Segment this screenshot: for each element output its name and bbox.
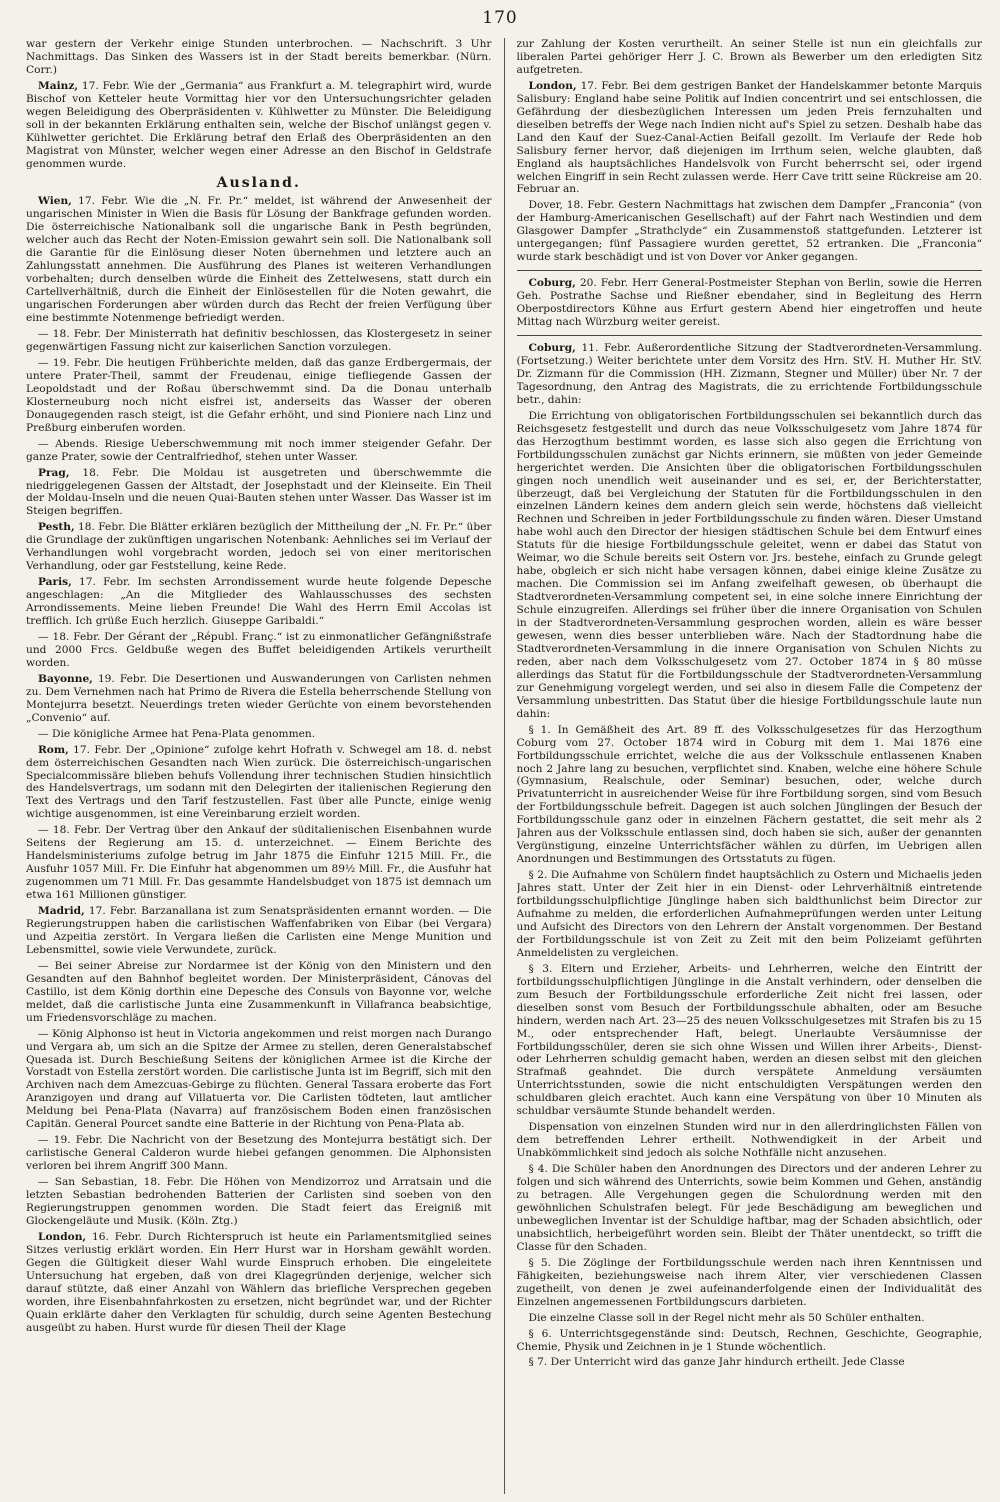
dateline: London, [38, 1230, 87, 1243]
article-paragraph: — 19. Febr. Die Nachricht von der Besetzung des Montejurra bestätigt sich. Der carlistische General Calderon wurde hiebei gefangen genommen. Die Alphonsisten verloren bei ihrem Angriff 300 Mann. [26, 1134, 492, 1173]
dateline: Rom, [38, 743, 69, 756]
statute-paragraph: Die einzelne Classe soll in der Regel nicht mehr als 50 Schüler enthalten. [528, 1311, 925, 1324]
article-paragraph: Coburg, 20. Febr. Herr General-Postmeister Stephan von Berlin, sowie die Herren Geh. Postrathe Sachse und Rießner ebendaher, sind in Begleitung des Herrn Oberpostdirectors Kühne aus Erfurt gestern Abend hier eingetroffen und heute Mittag nach Würzburg weiter gereist. [516, 277, 982, 329]
article-paragraph: — 18. Febr. Der Ministerrath hat definitiv beschlossen, das Klostergesetz in seiner gegenwärtigen Fassung nicht zur kaiserlichen Sanction vorzulegen. [26, 328, 492, 353]
dateline: Prag, [38, 466, 70, 479]
right-column [517, 38, 983, 1494]
statute-paragraph: § 3. Eltern und Erzieher, Arbeits- und Lehrherren, welche den Eintritt der fortbildungsschulpflichtigen Jünglinge in die Anstalt verhindern, oder denselben die zum Besuch der Fortbildungsschule erforderliche Zeit nicht frei lassen, oder dieselben sonst vom Besuch der Fortbildungsschule abhalten, oder am Besuche hindern, werden nach Art. 23—25 des neuen Volksschulgesetzes mit Strafen bis zu 15 M., oder entsprechender Haft, belegt. Unerlaubte Versäumnisse der Fortbildungsschüler, deren sie sich ohne Wissen und Willen ihrer Arbeits-, Dienst- oder Lehrherren schuldig gemacht haben, werden an diesen selbst mit den gleichen Strafmaß geahndet. Die durch verspätete Anmeldung versäumten Unterrichtsstunden, sowie die nicht entschuldigten Verspätungen werden den schuldbaren gleich erachtet. Auch kann eine Verspätung von über 10 Minuten als schuldbar versäumte Stunde behandelt werden. [516, 962, 982, 1118]
article-paragraph: Madrid, 17. Febr. Barzanallana ist zum Senatspräsidenten ernannt worden. — Die Regierungstruppen haben die carlistischen Waffenfabriken von Eibar (bei Vergara) und Azpeitia zerstört. In Vergara ließen die Carlisten eine Menge Munition und Lebensmittel, sowie viele Verwundete, zurück. [26, 905, 492, 956]
dateline: Bayonne, [38, 672, 93, 685]
article-paragraph: — 18. Febr. Der Gérant der „Républ. Franç.“ ist zu einmonatlicher Gefängnißstrafe und 2000 Frcs. Geldbuße wegen des Buffet beleidigenden Artikels verurtheilt worden. [26, 630, 492, 669]
dateline: London, [528, 79, 577, 92]
article-paragraph: Dover, 18. Febr. Gestern Nachmittags hat zwischen dem Dampfer „Franconia“ (von der Hamburg-Americanischen Gesellschaft) auf der Fahrt nach Westindien und dem Glasgower Dampfer „Strathclyde“ ein Zusammenstoß stattgefunden. Letzterer ist untergegangen; fünf Passagiere wurden gerettet, 52 ertranken. Die „Franconia“ wurde stark beschädigt und ist von Dover vor Anker gegangen. [516, 199, 982, 264]
article-paragraph: — Bei seiner Abreise zur Nordarmee ist der König von den Ministern und den Gesandten auf den Bahnhof begleitet worden. Der Ministerpräsident, Cánovas del Castillo, ist dem König dorthin eine Depesche des Consuls von Bayonne vor, welche meldet, daß die carlistische Junta eine Zusammenkunft in Villafranca beabsichtige, um Friedensvorschläge zu machen. [26, 959, 492, 1024]
dateline: Coburg, [528, 277, 576, 290]
statute-paragraph: § 2. Die Aufnahme von Schülern findet hauptsächlich zu Ostern und Michaelis jeden Jahres statt. Unter der Zeit hier in ein Dienst- oder Lehrverhältniß eintretende fortbildungsschulpflichtige Jünglinge haben sich baldthunlichst beim Director zur Aufnahme zu melden, die erforderlichen Aufnahmeprüfungen werden unter Leitung und Aufsicht des Directors von den Lehrern der Anstalt vorgenommen. Der Bestand der Fortbildungsschule ist von Zeit zu Zeit mit den beim Polizeiamt geführten Anmeldelisten zu vergleichen. [516, 869, 982, 959]
page-number: 170 [482, 8, 518, 28]
article-divider [517, 270, 983, 271]
article-paragraph: Mainz, 17. Febr. Wie der „Germania“ aus Frankfurt a. M. telegraphirt wird, wurde Bischof von Ketteler heute Vormittag hier vor den Untersuchungsrichter geladen wegen Beleidigung des Oberpräsidenten v. Kühlwetter zu Münster. Die Beleidigung soll in der bekannten Erklärung enthalten sein, welche der Bischof unlängst gegen v. Kühlwetter gerichtet. Die Erklärung betraf den Erlaß des Oberpräsidenten an den Magistrat von Münster, welcher wegen einer Adresse an den Bischof in Geldstrafe genommen wurde. [26, 79, 492, 170]
dateline: Madrid, [38, 905, 85, 918]
article-paragraph: Wien, 17. Febr. Wie die „N. Fr. Pr.“ meldet, ist während der Anwesenheit der ungarischen Minister in Wien die Basis für Lösung der Bankfrage gefunden worden. Die österreichische Nationalbank soll die ungarische Bank in Pesth begründen, welcher auch das Recht der Noten-Emission gewahrt sein soll. Die Nationalbank soll die Garantie für die Einlösung dieser Noten übernehmen und letztere auch an Zahlungsstatt annehmen. Die Ausführung des Planes ist weiteren Verhandlungen vorbehalten; durch denselben würde die Einheit des Zettelwesens, statt durch ein Cartellverhältniß, durch die Einheit der Einlösestellen für die Noten gewahrt, die ungarischen Forderungen aber würden durch das Recht der freien Verfügung über eine bestimmte Notenmenge befriedigt werden. [26, 195, 492, 325]
article-paragraph: zur Zahlung der Kosten verurtheilt. An seiner Stelle ist nun ein gleichfalls zur liberalen Partei gehöriger Herr J. C. Brown als Bewerber um den erledigten Sitz aufgetreten. [516, 38, 982, 76]
dateline: Wien, [38, 195, 72, 208]
article-paragraph: Pesth, 18. Febr. Die Blätter erklären bezüglich der Mittheilung der „N. Fr. Pr.“ über die Grundlage der zukünftigen ungarischen Notenbank: Aehnliches sei im Verlauf der Verhandlungen wohl vorgebracht worden, jedoch sei von einer meritorischen Verhandlung, oder gar Feststellung, keine Rede. [26, 521, 492, 573]
dateline: Mainz, [38, 79, 79, 92]
article-divider [517, 335, 983, 336]
statute-paragraph: § 7. Der Unterricht wird das ganze Jahr hindurch ertheilt. Jede Classe [528, 1356, 905, 1369]
article-paragraph: Die Errichtung von obligatorischen Fortbildungsschulen sei bekanntlich durch das Reichsgesetz festgestellt und durch das neue Volksschulgesetz vom Jahre 1874 für das Herzogthum bestimmt worden, es lasse sich also gegen die Errichtung von Fortbildungsschulen zunächst gar Nichts erinnern, sie müßten von jeder Gemeinde hergerichtet werden. Die Ansichten über die obligatorischen Fortbildungsschulen gingen noch unendlich weit auseinander und es sei, er, der Berichterstatter, überzeugt, daß bei Vergleichung der Statuten für die Fortbildungsschulen in den einzelnen Ländern keines dem andern gleich sein werde, höchstens daß vielleicht Rechnen und Schreiben in jeder Fortbildungsschule zu finden wären. Dieser Umstand habe wohl auch den Director der hiesigen städtischen Schule bei dem Entwurf eines Statuts für die hiesige Fortbildungsschule geleitet, wenn er dabei das Statut von Weimar, wo die Schule bereits seit Ostern vor. Jrs. bestehe, einfach zu Grunde gelegt habe, obgleich er sich nicht habe versagen können, dabei einige kleine Zusätze zu machen. Die Commission sei im Anfang zweifelhaft gewesen, ob überhaupt die Stadtverordneten-Versammlung competent sei, in eine solche innere Einrichtung der Schule einzugreifen. Allerdings sei früher über die innere Organisation von Schulen in der Stadtverordneten-Versammlung gesprochen worden, allein es wäre besser gewesen, wenn dies besser unterblieben wäre. Nach der Stadtordnung habe die Stadtverordneten-Versammlung in die innere Organisation von Schulen Nichts zu reden, aber nach dem Volksschulgesetz vom 27. October 1874 in § 80 müsse allerdings das Statut für die Fortbildungsschule der Stadtverordneten-Versammlung zur Genehmigung vorgelegt werden, und sei also in diesem Falle die Competenz der Versammlung unbestritten. Das Statut über die hiesige Fortbildungsschule laute nun dahin: [516, 409, 982, 720]
article-paragraph: Coburg, 11. Febr. Außerordentliche Sitzung der Stadtverordneten-Versammlung. (Fortsetzung.) Weiter berichtete unter dem Vorsitz des Hrn. StV. H. Muther Hr. StV. Dr. Zizmann für die Commission (HH. Zizmann, Stegner und Müller) über Nr. 7 der Tagesordnung, den Antrag des Magistrats, die zu errichtende Fortbildungsschule betr., dahin: [516, 342, 982, 406]
article-paragraph: — San Sebastian, 18. Febr. Die Höhen von Mendizorroz und Arratsain und die letzten Sebastian bedrohenden Batterien der Carlisten sind soeben von den Regierungstruppen genommen worden. Die Stadt feiert das Ereigniß mit Glockengeläute und Musik. (Köln. Ztg.) [26, 1176, 492, 1227]
dateline: Pesth, [38, 521, 75, 534]
article-paragraph: — König Alphonso ist heut in Victoria angekommen und reist morgen nach Durango und Vergara ab, um sich an die Spitze der Armee zu stellen, deren Generalstabschef Quesada ist. Durch Beschießung Seitens der königlichen Armee ist die Kirche der Vorstadt von Estella zerstört worden. Die carlistische Junta ist im Begriff, sich mit den Archiven nach dem Amezcuas-Gebirge zu flüchten. General Tassara eroberte das Fort Aranzigoyen und drang auf Villatuerta vor. Die Carlisten tödteten, laut amtlicher Meldung bei Pena-Plata (Navarra) auf französischem Boden einen französischen Capitän. General Pourcet sandte eine Batterie in der Richtung von Pena-Plata ab. [26, 1027, 492, 1131]
article-paragraph: — Abends. Riesige Ueberschwemmung mit noch immer steigender Gefahr. Der ganze Prater, sowie der Centralfriedhof, stehen unter Wasser. [26, 437, 492, 463]
article-paragraph: Rom, 17. Febr. Der „Opinione“ zufolge kehrt Hofrath v. Schwegel am 18. d. nebst dem österreichischen Gesandten nach Wien zurück. Die österreichisch-ungarischen Specialcommissäre blieben behufs Vollendung ihrer technischen Studien hinsichtlich des Handelsvertrags, um sodann mit den Delegirten der italienischen Regierung den Text des Vertrags und den Tarif festzustellen. Fast über alle Puncte, einige wenig wichtige ausgenommen, ist eine Vereinbarung erzielt worden. [26, 743, 492, 821]
dateline: Paris, [38, 576, 72, 589]
statute-paragraph: § 1. In Gemäßheit des Art. 89 ff. des Volksschulgesetzes für das Herzogthum Coburg vom 27. October 1874 wird in Coburg mit dem 1. Mai 1876 eine Fortbildungsschule errichtet, welche die aus der Volksschule entlassenen Knaben noch 2 Jahre lang zu besuchen, verpflichtet sind. Knaben, welche eine höhere Schule (Gymnasium, Realschule, oder Seminar) besuchen, oder, welche durch Privatunterricht in ausreichender Weise für ihre Fortbildung sorgen, sind vom Besuch der Fortbildungsschule befreit. Dagegen ist auch solchen Jünglingen der Besuch der Fortbildungsschule ganz oder in einzelnen Fächern gestattet, die seit mehr als 2 Jahren aus der Volksschule entlassen sind, doch haben sie sich, außer der genannten Vergünstigung, einzelne Unterrichtsfächer wählen zu dürfen, im Uebrigen allen Anordnungen und Bestimmungen des Ortsstatuts zu fügen. [516, 723, 982, 866]
statute-paragraph: § 6. Unterrichtsgegenstände sind: Deutsch, Rechnen, Geschichte, Geographie, Chemie, Physik und Zeichnen in je 1 Stunde wöchentlich. [516, 1327, 982, 1353]
columns [26, 38, 982, 1494]
statute-paragraph: Dispensation von einzelnen Stunden wird nur in den allerdringlichsten Fällen von dem betreffenden Lehrer ertheilt. Nothwendigkeit in der Arbeit und Unabkömmlichkeit sind jedoch als solche Nothfälle nicht anzusehen. [516, 1121, 982, 1160]
article-paragraph: Bayonne, 19. Febr. Die Desertionen und Auswanderungen von Carlisten nehmen zu. Dem Vernehmen nach hat Primo de Rivera die Estella beherrschende Stellung von Montejurra besetzt. Neuerdings treten wieder Gerüchte von einem bevorstehenden „Convenio“ auf. [26, 672, 492, 724]
section-heading: Ausland. [216, 174, 301, 191]
statute-paragraph: § 4. Die Schüler haben den Anordnungen des Directors und der anderen Lehrer zu folgen und sich während des Unterrichts, sowie beim Kommen und Gehen, anständig zu betragen. Alle Vergehungen gegen die Schulordnung werden mit den gewöhnlichen Schulstrafen belegt. Für jede Beschädigung am beweglichen und unbeweglichen Inventar ist der Schuldige haftbar, mag der Schaden absichtlich, oder unabsichtlich, herbeigeführt worden sein. Bleibt der Thäter unentdeckt, so trifft die Classe für den Schaden. [516, 1163, 982, 1253]
article-paragraph: London, 16. Febr. Durch Richterspruch ist heute ein Parlamentsmitglied seines Sitzes verlustig erklärt worden. Ein Herr Hurst war in Horsham gewählt worden. Gegen die Gültigkeit dieser Wahl wurde Einspruch erhoben. Die eingeleitete Untersuchung hat ergeben, daß von drei Klagegründen derjenige, welcher sich darauf stützte, daß einer Anzahl von Wählern das briefliche Versprechen gegeben worden, ihre Eisenbahnfahrkosten zu ersetzen, nicht begründet war, und der Richter Quain erklärte daher den Verklagten für schuldig, durch seine Agenten Bestechung ausgeübt zu haben. Hurst wurde für diesen Theil der Klage [26, 1230, 492, 1334]
dateline: Coburg, [528, 342, 576, 355]
article-paragraph: war gestern der Verkehr einige Stunden unterbrochen. — Nachschrift. 3 Uhr Nachmittags. Das Sinken des Wassers ist in der Stadt bereits bemerkbar. (Nürn. Corr.) [26, 38, 492, 76]
column-rule [504, 38, 505, 1494]
article-paragraph: Prag, 18. Febr. Die Moldau ist ausgetreten und überschwemmte die niedriggelegenen Gassen der Altstadt, der Josephstadt und der Kleinseite. Ein Theil der Moldau-Inseln und die neuen Quai-Bauten stehen unter Wasser. Das Wasser ist im Steigen begriffen. [26, 466, 492, 518]
statute-paragraph: § 5. Die Zöglinge der Fortbildungsschule werden nach ihren Kenntnissen und Fähigkeiten, beziehungsweise nach ihrem Alter, vier verschiedenen Classen zugetheilt, von denen je zwei aufeinanderfolgende einen der Individualität des Einzelnen angemessenen Fortbildungscurs darbieten. [516, 1256, 982, 1308]
article-paragraph: — 19. Febr. Die heutigen Frühberichte melden, daß das ganze Erdbergermais, der untere Prater-Theil, sammt der Freudenau, einige tiefliegende Gassen der Leopoldstadt und der Roßau überschwemmt sind. Da die Donau unterhalb Klosterneuburg noch nicht eisfrei ist, anderseits das Wasser der oberen Donaugegenden rasch steigt, ist die Gefahr erhöht, und sind Pioniere nach Linz und Preßburg einberufen worden. [26, 356, 492, 434]
left-column [26, 38, 492, 1494]
article-paragraph: Paris, 17. Febr. Im sechsten Arrondissement wurde heute folgende Depesche angeschlagen: „An die Mitglieder des Wahlausschusses des sechsten Arrondissements. Meine lieben Freunde! Die Wahl des Herrn Emil Accolas ist trefflich. Ich grüße Euch herzlich. Giuseppe Garibaldi.“ [26, 576, 492, 628]
article-paragraph: London, 17. Febr. Bei dem gestrigen Banket der Handelskammer betonte Marquis Salisbury: England habe seine Politik auf Indien concentrirt und sei entschlossen, die Gefährdung der diesbezüglichen Interessen um jeden Preis fernzuhalten und dieselben betreffs der Wege nach Indien nicht auf's Spiel zu setzen. Deshalb habe das Land den Kauf der Suez-Canal-Actien Beifall gezollt. Im Verlaufe der Rede hob Salisbury ferner hervor, daß diejenigen im Irrthum seien, welche glaubten, daß England als hauptsächliches Handelsvolk von Furcht beherrscht sei, oder irgend welchen Eingriff in sein Recht zulassen werde. Herr Cave tritt seine Rückreise am 20. Februar an. [516, 79, 982, 196]
article-paragraph: — 18. Febr. Der Vertrag über den Ankauf der süditalienischen Eisenbahnen wurde Seitens der Regierung am 15. d. unterzeichnet. — Einem Berichte des Handelsministeriums zufolge betrug im Jahr 1875 die Einfuhr 1215 Mill. Fr., die Ausfuhr 1057 Mill. Fr. Die Einfuhr hat abgenommen um 89½ Mill. Fr., die Ausfuhr hat zugenommen um 71 Mill. Fr. Das gesammte Handelsbudget von 1875 ist demnach um etwa 161 Millionen günstiger. [26, 824, 492, 902]
article-paragraph: — Die königliche Armee hat Pena-Plata genommen. [38, 727, 316, 740]
